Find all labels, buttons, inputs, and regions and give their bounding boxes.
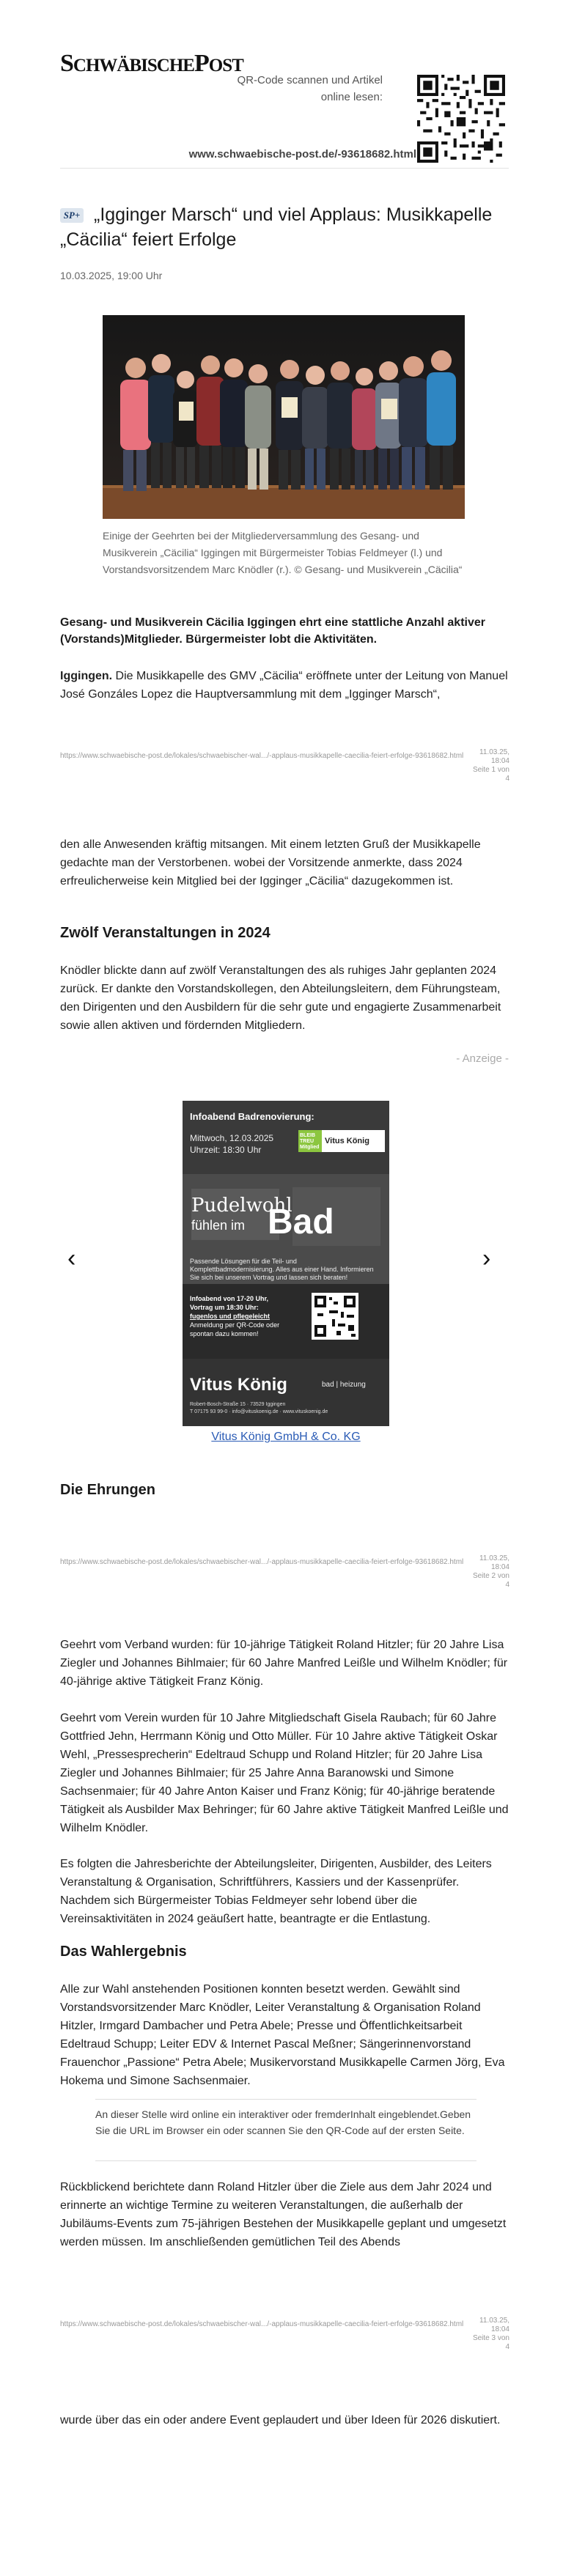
article-url[interactable]: www.schwaebische-post.de/-93618682.html [188,148,416,160]
ad-event-date: Mittwoch, 12.03.2025 [190,1133,274,1143]
advertisement[interactable] [183,1101,389,1426]
embed-notice: An dieser Stelle wird online ein interaktiver oder fremderInhalt eingeblendet.Geben Sie die URL im Browser ein oder scannen Sie den QR-Code auf der ersten Seite. [95,2108,471,2136]
section-heading: Das Wahlergebnis [60,1944,187,1960]
qr-code [417,75,505,163]
ad-info-line: Vortrag um 18:30 Uhr: [190,1304,259,1311]
intro-text: Die Musikkapelle des GMV „Cäcilia“ eröffnete unter der Leitung von Manuel José Gonzáles Lopez die Hauptversammlung mit dem „Igginger Marsch“, [60,670,508,701]
election-paragraph: Alle zur Wahl anstehenden Positionen konnten besetzt werden. Gewählt sind Vorstandsvorsitzender Marc Knödler, Leiter Veranstaltung & Organisation Roland Hitzler, Irmgard Dambacher und Petra Abele; Presse und Öffentlichkeitsarbeit Edeltraud Schupp; Leiter EDV & Internet Pascal Meßner; Sängerinnenvorstand Frauenchor „Passione“ Petra Abele; Musikervorstand Musikkapelle Carmen Jörg, Eva Hokema und Simone Sachsenmaier. [60,1983,505,2087]
footer-date: 11.03.25, 18:04 [479,2317,509,2333]
footer-date: 11.03.25, 18:04 [479,748,509,765]
ad-brand-badge: BLEIB TREU Mitglied [300,1133,320,1150]
article-photo [103,315,465,519]
article-headline: „Igginger Marsch“ und viel Applaus: Musikkapelle „Cäcilia“ feiert Erfolge [60,204,493,250]
carousel-prev-button[interactable]: ‹ [67,1244,76,1272]
ad-brand-name: Vitus König [325,1137,369,1145]
footer-url: https://www.schwaebische-post.de/lokales/schwaebischer-wal.../-applaus-musikkapelle-caecilia-feiert-erfolge-93618682.html [60,752,464,760]
ad-hero-word: Bad [268,1203,334,1241]
print-page-1 [0,0,563,783]
footer-page: Seite 2 von 4 [472,1572,509,1589]
ad-event-title: Infoabend Badrenovierung: [190,1111,314,1122]
print-page-2 [0,777,563,1589]
photo-caption: Einige der Geehrten bei der Mitgliederversammlung des Gesang- und Musikverein „Cäcilia“ Iggingen mit Bürgermeister Tobias Feldmeyer (l.) und Vorstandsvorsitzendem Marc Knödler (r.). © Gesang- und Musikverein „Cäcilia“ [103,530,463,575]
section-paragraph: Knödler blickte dann auf zwölf Veranstaltungen des als ruhiges Jahr geplanten 2024 zurück. Er dankte den Vorstandskollegen, den Abteilungsleitern, dem Führungsteam, den Dirigenten und den Ausbildern für die sehr gute und engagierte Zusammenarbeit sowie allen aktiven und fördernden Mitgliedern. [60,964,501,1032]
footer-date: 11.03.25, 18:04 [479,1554,509,1571]
article-date: 10.03.2025, 19:00 Uhr [60,270,163,281]
advertiser-link[interactable]: Vitus König GmbH & Co. KG [211,1431,361,1443]
honors-verband-paragraph: Geehrt vom Verband wurden: für 10-jährige Tätigkeit Roland Hitzler; für 20 Jahre Lisa Ziegler und Johannes Bihlmaier; für 60 Jahre Manfred Leißle und Wilhelm Knödler; für 40-jährige aktive Tätigkeit Franz König. [60,1639,508,1688]
article-lead: Gesang- und Musikverein Cäcilia Iggingen ehrt eine stattliche Anzahl aktiver (Vorstands)Mitglieder. Bürgermeister lobt die Aktivitäten. [60,616,485,646]
ad-info-line: fugenlos und pflegeleicht [190,1313,271,1320]
intro-continued: den alle Anwesenden kräftig mitsangen. Mit einem letzten Gruß der Musikkapelle gedachte man der Verstorbenen. wobei der Vorsitzende anmerkte, dass 2024 erfreulicherweise kein Mitglied bei der Igginger „Cäcilia“ dazugekommen ist. [60,838,481,887]
footer-meta [469,2317,509,2352]
ad-info-line: Anmeldung per QR-Code oder [190,1321,280,1329]
ad-label: - Anzeige - [456,1052,509,1065]
ad-info-line: Infoabend von 17-20 Uhr, [190,1295,269,1302]
ad-event-time: Uhrzeit: 18:30 Uhr [190,1145,262,1155]
newspaper-logo[interactable]: SCHWÄBISCHEPOST [60,50,243,77]
reports-paragraph: Es folgten die Jahresberichte der Abteilungsleiter, Dirigenten, Ausbilder, des Leiters Veranstaltung & Organisation, Schriftführers, Kassiers und der Kassenprüfer. Nachdem sich Bürgermeister Tobias Feldmeyer sehr lobend über die Vereinsaktivitäten in 2024 geäußert hatte, beantragte er die Entlastung. [60,1858,492,1925]
print-page-3 [0,1576,563,2411]
intro-paragraph [60,667,509,704]
carousel-next-button[interactable]: › [482,1244,491,1272]
outlook-continued: wurde über das ein oder andere Event geplaudert und über Ideen für 2026 diskutiert. [60,2414,501,2426]
footer-page: Seite 1 von 4 [472,766,509,783]
ad-info-line: spontan dazu kommen! [190,1330,259,1337]
premium-badge: SP+ [60,208,84,223]
ad-address: Robert-Bosch-Straße 15 · 73529 Iggingen [190,1402,286,1407]
ad-contact: T 07175 93 99-0 · info@vituskoenig.de · www.vituskoenig.de [190,1409,328,1414]
ad-body-text: Passende Lösungen für die Teil- und Komplettbadmodernisierung. Alles aus einer Hand. Informieren Sie sich bei unserem Vortrag und lassen sich beraten! [190,1258,374,1281]
footer-url: https://www.schwaebische-post.de/lokales/schwaebischer-wal.../-applaus-musikkapelle-caecilia-feiert-erfolge-93618682.html [60,2320,464,2328]
honors-verein-paragraph: Geehrt vom Verein wurden für 10 Jahre Mitgliedschaft Gisela Raubach; für 60 Jahre Gottfried Jehn, Herrmann König und Otto Müller. Für 10 Jahre aktive Tätigkeit Oskar Wehl, „Pressesprecherin“ Edeltraud Schupp und Roland Hitzler; für 20 Jahre Lisa Ziegler und Johannes Bihlmaier; für 25 Jahre Anna Baranowski und Simone Sachsenmaier; für 40 Jahre Anton Kaiser und Franz König; für 40-jährige beratende Tätigkeit als Ausbilder Max Behringer; für 60 Jahre aktive Tätigkeit Manfred Leißle und Wilhelm Knödler. [60,1712,509,1834]
ad-hero-line2: fühlen im [191,1218,246,1233]
ad-info-block [190,1294,307,1338]
ad-company-tag: bad | heizung [322,1381,366,1389]
embed-divider [95,2160,476,2161]
ad-hero-line1: Pudelwohl [191,1195,292,1217]
ad-company: Vitus König [190,1375,287,1395]
qr-code-label: QR-Code scannen und Artikel online lesen: [237,74,383,103]
section-heading: Zwölf Veranstaltungen in 2024 [60,925,271,941]
header-divider [60,168,509,169]
section-heading: Die Ehrungen [60,1482,156,1498]
embed-divider [95,2099,476,2100]
footer-url: https://www.schwaebische-post.de/lokales/schwaebischer-wal.../-applaus-musikkapelle-caecilia-feiert-erfolge-93618682.html [60,1558,464,1566]
dateline-location: Iggingen. [60,670,113,682]
footer-page: Seite 3 von 4 [472,2334,509,2351]
outlook-paragraph: Rückblickend berichtete dann Roland Hitzler über die Ziele aus dem Jahr 2024 und erinnerte an wichtige Termine zu weiteren Veranstaltungen, die außerhalb der Jubiläums-Events zum 75-jährigen Bestehen der Musikkapelle geplant und umgesetzt werden müssen. Im anschließenden gemütlichen Teil des Abends [60,2181,507,2248]
print-page-4 [0,2411,563,2576]
